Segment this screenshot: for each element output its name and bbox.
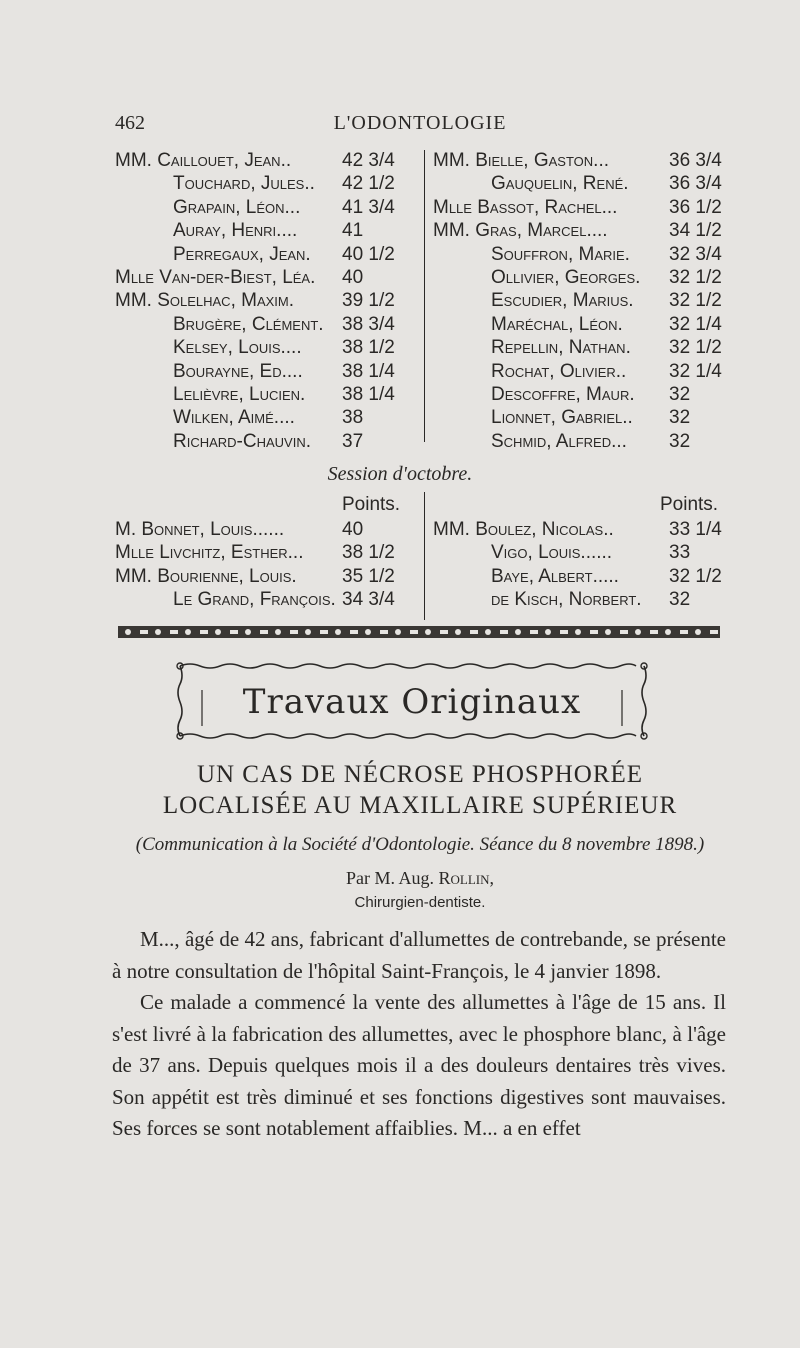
points-value: 38 3/4: [342, 313, 395, 335]
candidate-name: Schmid, Alfred...: [491, 430, 627, 452]
session-left-column: [115, 517, 425, 627]
points-value: 32: [669, 589, 691, 611]
candidate-name: Kelsey, Louis....: [173, 337, 302, 359]
points-value: 32: [669, 430, 691, 452]
points-value: 32 3/4: [669, 243, 722, 265]
session-title: Session d'octobre.: [327, 463, 473, 485]
points-value: 32 1/2: [669, 290, 722, 312]
paragraph: M..., âgé de 42 ans, fabricant d'allumettes de contrebande, se présente à notre consultation de l'hôpital Saint-François, le 4 janvier 1898.: [112, 927, 726, 983]
session-right-column: [433, 517, 733, 627]
candidate-name: Touchard, Jules..: [173, 173, 315, 195]
candidate-name: Wilken, Aimé....: [173, 407, 295, 429]
candidate-name: Mlle Livchitz, Esther...: [115, 542, 304, 564]
article-title-line-2: LOCALISÉE AU MAXILLAIRE SUPÉRIEUR: [162, 792, 678, 819]
candidate-name: Baye, Albert.....: [491, 565, 619, 587]
points-value: 32 1/2: [669, 337, 722, 359]
author-line: [110, 868, 730, 889]
result-row: [115, 429, 425, 455]
result-row: [115, 218, 425, 244]
points-value: 37: [342, 430, 364, 452]
points-value: 32: [669, 407, 691, 429]
points-value: 38: [342, 407, 364, 429]
result-row: [433, 382, 733, 408]
page-header: [115, 112, 725, 142]
points-value: 41: [342, 220, 364, 242]
candidate-name: Richard-Chauvin.: [173, 430, 312, 452]
points-value: 40: [342, 519, 364, 540]
result-row: [433, 429, 733, 455]
result-row: [115, 540, 425, 566]
result-row: [115, 288, 425, 314]
candidate-name: Rochat, Olivier..: [491, 360, 627, 382]
points-value: 40 1/2: [342, 243, 395, 265]
points-value: 32: [669, 384, 691, 405]
points-value: 36 1/2: [669, 196, 722, 218]
candidate-name: Vigo, Louis......: [491, 542, 613, 564]
candidate-name: M. Bonnet, Louis......: [115, 519, 285, 540]
result-row: [433, 335, 733, 361]
result-row: [115, 382, 425, 408]
candidate-name: de Kisch, Norbert.: [491, 589, 642, 611]
candidate-name: Souffron, Marie.: [491, 243, 630, 265]
candidate-name: MM. Gras, Marcel....: [433, 220, 608, 242]
candidate-name: Maréchal, Léon.: [491, 313, 623, 335]
candidate-name: Descoffre, Maur.: [491, 384, 635, 405]
candidate-name: Mlle Van-der-Biest, Léa.: [115, 267, 316, 288]
points-value: 32 1/2: [669, 565, 722, 587]
result-row: [115, 242, 425, 268]
result-row: [433, 242, 733, 268]
result-row: [115, 265, 425, 291]
result-row: [433, 218, 733, 244]
result-row: [433, 564, 733, 590]
result-row: [115, 148, 425, 174]
ornamental-band: [118, 624, 720, 640]
points-value: 33 1/4: [669, 519, 722, 540]
candidate-name: Gauquelin, René.: [491, 173, 629, 195]
result-row: [115, 359, 425, 385]
result-row: [115, 335, 425, 361]
result-row: [115, 405, 425, 431]
points-header-right: Points.: [660, 494, 719, 515]
result-row: [433, 171, 733, 197]
result-row: [115, 587, 425, 613]
results-left-column: [115, 148, 425, 488]
candidate-name: Grapain, Léon...: [173, 196, 301, 218]
result-row: [433, 148, 733, 174]
result-row: [433, 359, 733, 385]
candidate-name: Ollivier, Georges.: [491, 267, 641, 288]
candidate-name: Brugère, Clément.: [173, 313, 324, 335]
article-body: [112, 924, 726, 1145]
result-row: [115, 517, 425, 543]
points-value: 38 1/4: [342, 384, 395, 405]
running-title: L'ODONTOLOGIE: [333, 112, 507, 134]
candidate-name: Auray, Henri....: [173, 220, 298, 242]
communication-note: (Communication à la Société d'Odontologie. Séance du 8 novembre 1898.): [135, 834, 705, 855]
column-divider: [424, 150, 425, 442]
candidate-name: Repellin, Nathan.: [491, 337, 631, 359]
candidate-name: Escudier, Marius.: [491, 290, 634, 312]
points-header-left: Points.: [342, 494, 401, 515]
result-row: [433, 195, 733, 221]
points-value: 39 1/2: [342, 290, 395, 312]
points-value: 41 3/4: [342, 196, 395, 218]
author-name: Rollin,: [438, 868, 494, 888]
result-row: [433, 265, 733, 291]
result-row: [115, 195, 425, 221]
points-value: 32 1/4: [669, 360, 722, 382]
page-number: 462: [115, 112, 145, 134]
result-row: [115, 171, 425, 197]
result-row: [433, 312, 733, 338]
section-heading: Travaux Originaux: [242, 682, 582, 722]
points-value: 38 1/4: [342, 360, 395, 382]
points-value: 34 1/2: [669, 220, 722, 242]
points-value: 38 1/2: [342, 337, 395, 359]
candidate-name: MM. Boulez, Nicolas..: [433, 519, 614, 540]
points-value: 40: [342, 267, 364, 288]
author-prefix: Par M. Aug.: [345, 868, 434, 888]
candidate-name: Le Grand, François.: [173, 589, 336, 611]
result-row: [433, 405, 733, 431]
candidate-name: Lionnet, Gabriel..: [491, 407, 633, 429]
candidate-name: MM. Bielle, Gaston...: [433, 150, 610, 171]
points-value: 33: [669, 542, 691, 564]
session-column-divider: [424, 492, 425, 620]
candidate-name: Bourayne, Ed....: [173, 360, 303, 382]
candidate-name: MM. Bourienne, Louis.: [115, 565, 297, 587]
candidate-name: Perregaux, Jean.: [173, 243, 311, 265]
result-row: [433, 587, 733, 613]
points-value: 38 1/2: [342, 542, 395, 564]
points-value: 42 3/4: [342, 150, 395, 171]
result-row: [115, 564, 425, 590]
result-row: [433, 540, 733, 566]
points-value: 34 3/4: [342, 589, 395, 611]
article-title-line-1: UN CAS DE NÉCROSE PHOSPHORÉE: [196, 761, 644, 788]
result-row: [433, 517, 733, 543]
points-value: 32 1/4: [669, 313, 722, 335]
points-value: 42 1/2: [342, 173, 395, 195]
points-value: 36 3/4: [669, 173, 722, 195]
points-value: 35 1/2: [342, 565, 395, 587]
points-value: 32 1/2: [669, 267, 722, 288]
results-right-column: [433, 148, 733, 488]
result-row: [115, 312, 425, 338]
result-row: [433, 288, 733, 314]
candidate-name: Lelièvre, Lucien.: [173, 384, 306, 405]
candidate-name: MM. Solelhac, Maxim.: [115, 290, 295, 312]
candidate-name: Mlle Bassot, Rachel...: [433, 196, 618, 218]
paragraph: Ce malade a commencé la vente des allumettes à l'âge de 15 ans. Il s'est livré à la fabrication des allumettes, avec le phosphore blanc, à l'âge de 37 ans. Depuis quelques mois il a des douleurs dentaires très vives. Son appétit est très diminué et ses fonctions digestives sont mauvaises. Ses forces se sont notablement affaiblies. M... a en effet: [112, 990, 726, 1140]
candidate-name: MM. Caillouet, Jean..: [115, 150, 292, 171]
points-value: 36 3/4: [669, 150, 722, 171]
author-affiliation: Chirurgien-dentiste.: [354, 894, 486, 911]
